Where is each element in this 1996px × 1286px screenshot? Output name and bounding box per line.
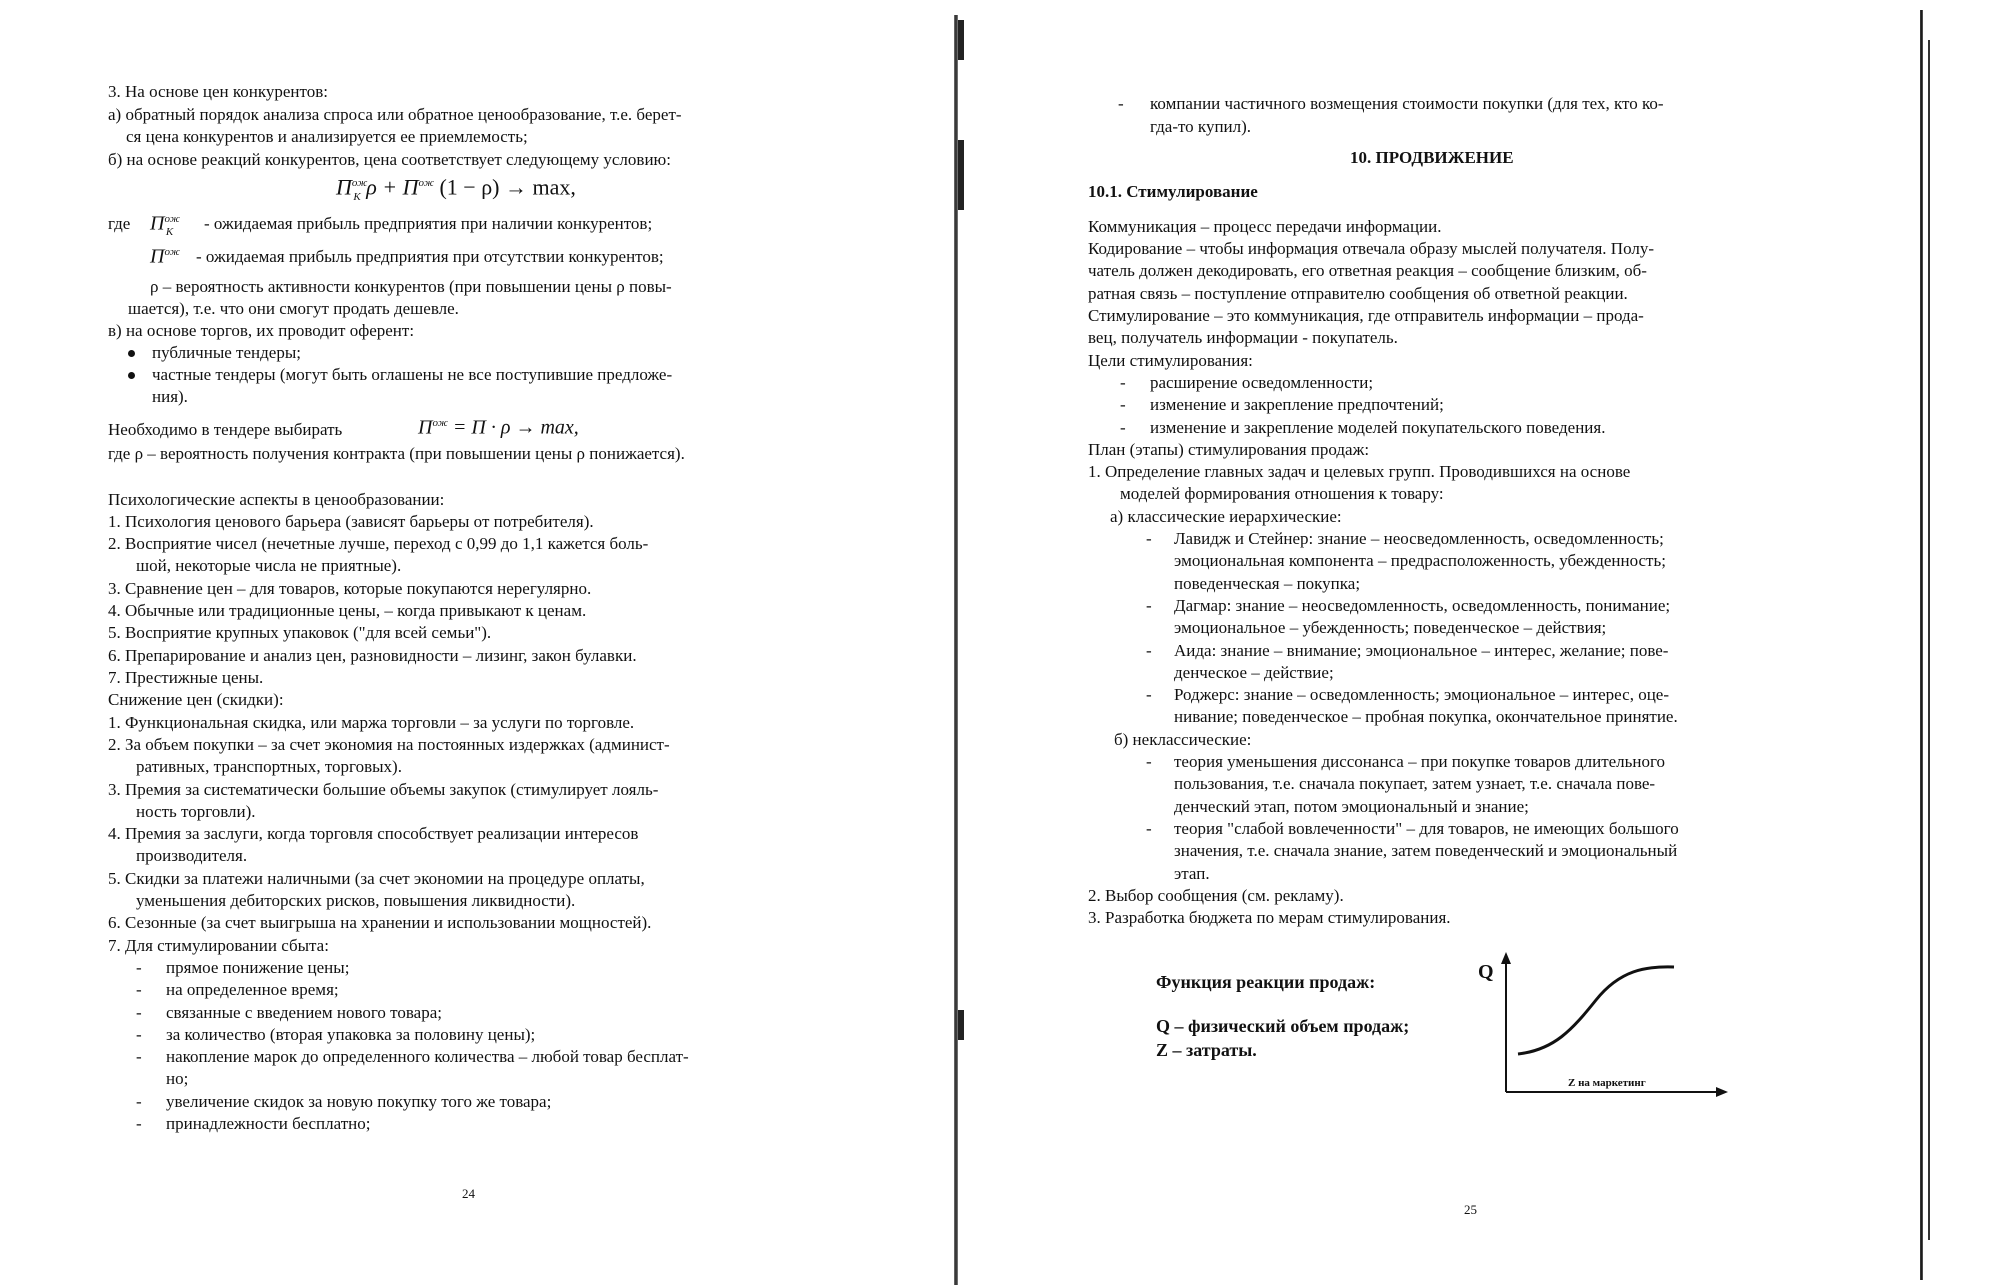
text-line: где ρ – вероятность получения контракта (при повышении цены ρ понижается).: [108, 444, 685, 463]
text-line: в) на основе торгов, их проводит оферент:: [108, 321, 415, 340]
chart-legend-z: Z – затраты.: [1156, 1040, 1257, 1060]
section-heading: 10. ПРОДВИЖЕНИЕ: [1350, 148, 1514, 167]
dash: -: [1146, 641, 1152, 660]
text-line: 3. На основе цен конкурентов:: [108, 82, 328, 101]
text-line: Психологические аспекты в ценообразовании:: [108, 490, 445, 509]
dash: -: [1120, 395, 1126, 414]
text-line: План (этапы) стимулирования продаж:: [1088, 440, 1370, 459]
text-line: Аида: знание – внимание; эмоциональное – интерес, желание; пове-: [1174, 641, 1669, 660]
text-line: денческий этап, потом эмоциональный и знание;: [1174, 797, 1529, 816]
dash: -: [136, 1003, 142, 1022]
text-line: 3. Разработка бюджета по мерам стимулирования.: [1088, 908, 1451, 927]
text-line: на определенное время;: [166, 980, 339, 999]
bullet-dot: [128, 350, 135, 357]
formula-tender: $\Pi^{ож} = \Pi \cdot \rho \to \max$,: [418, 416, 579, 439]
text-line: этап.: [1174, 864, 1210, 883]
text-line: накопление марок до определенного количества – любой товар бесплат-: [166, 1047, 689, 1066]
text-line: увеличение скидок за новую покупку того же товара;: [166, 1092, 552, 1111]
chart-caption: Функция реакции продаж:: [1156, 972, 1376, 992]
text-line: 3. Премия за систематически большие объемы закупок (стимулирует лояль-: [108, 780, 659, 799]
text-line: ратная связь – поступление отправителю сообщения об ответной реакции.: [1088, 284, 1628, 303]
text-line: 6. Препарирование и анализ цен, разновидности – лизинг, закон булавки.: [108, 646, 637, 665]
text-line: частные тендеры (могут быть оглашены не все поступившие предложе-: [152, 365, 673, 384]
dash: -: [136, 1047, 142, 1066]
text-line: изменение и закрепление предпочтений;: [1150, 395, 1444, 414]
text-line: - ожидаемая прибыль предприятия при отсутствии конкурентов;: [196, 247, 664, 266]
text-line: а) классические иерархические:: [1110, 507, 1342, 526]
dash: -: [1146, 819, 1152, 838]
text-line: значения, т.е. сначала знание, затем поведенческий и эмоциональный: [1174, 841, 1678, 860]
right-page: [960, 0, 1996, 1286]
text-where: где: [108, 214, 131, 233]
text-line: эмоциональная компонента – предрасположенность, убежденность;: [1174, 551, 1666, 570]
text-line: 2. За объем покупки – за счет экономия на постоянных издержках (админист-: [108, 735, 670, 754]
text-line: за количество (вторая упаковка за половину цены);: [166, 1025, 536, 1044]
x-axis-label: Z на маркетинг: [1568, 1077, 1646, 1089]
text-line: ративных, транспортных, торговых).: [136, 757, 402, 776]
text-line: Снижение цен (скидки):: [108, 690, 284, 709]
text-line: 4. Премия за заслуги, когда торговля способствует реализации интересов: [108, 824, 639, 843]
dash: -: [136, 980, 142, 999]
text-line: изменение и закрепление моделей покупательского поведения.: [1150, 418, 1606, 437]
text-line: ρ – вероятность активности конкурентов (при повышении цены ρ повы-: [150, 277, 672, 296]
text-line: поведенческая – покупка;: [1174, 574, 1361, 593]
text-line: производителя.: [136, 846, 248, 865]
text-line: ность торговли).: [136, 802, 256, 821]
text-line: 2. Выбор сообщения (см. рекламу).: [1088, 886, 1344, 905]
text-line: Дагмар: знание – неосведомленность, осведомленность, понимание;: [1174, 596, 1671, 615]
text-line: теория "слабой вовлеченности" – для товаров, не имеющих большого: [1174, 819, 1679, 838]
left-page: [0, 0, 960, 1286]
dash: -: [136, 958, 142, 977]
text-line: 5. Скидки за платежи наличными (за счет экономии на процедуре оплаты,: [108, 869, 645, 888]
page-edge: [1920, 10, 1923, 1280]
y-axis-label: Q: [1478, 961, 1494, 983]
bullet-dot: [128, 372, 135, 379]
text-line: Кодирование – чтобы информация отвечала образу мыслей получателя. Полу-: [1088, 239, 1654, 258]
text-line: вец, получатель информации - покупатель.: [1088, 328, 1398, 347]
text-line: 2. Восприятие чисел (нечетные лучше, переход с 0,99 до 1,1 кажется боль-: [108, 534, 649, 553]
text-line: 1. Определение главных задач и целевых групп. Проводившихся на основе: [1088, 462, 1631, 481]
text-line: Цели стимулирования:: [1088, 351, 1253, 370]
chart-legend-q: Q – физический объем продаж;: [1156, 1016, 1410, 1036]
text-line: связанные с введением нового товара;: [166, 1003, 442, 1022]
x-axis-arrow: [1716, 1087, 1728, 1097]
page-number: 24: [462, 1186, 475, 1201]
text-line: моделей формирования отношения к товару:: [1120, 484, 1444, 503]
text-line: публичные тендеры;: [152, 343, 301, 362]
text-line: 7. Престижные цены.: [108, 668, 264, 687]
text-line: б) на основе реакций конкурентов, цена соответствует следующему условию:: [108, 150, 671, 169]
page-edge: [1928, 40, 1930, 1240]
dash: -: [1120, 418, 1126, 437]
dash: -: [1120, 373, 1126, 392]
text-line: нивание; поведенческое – пробная покупка, окончательное принятие.: [1174, 707, 1678, 726]
text-line: 3. Сравнение цен – для товаров, которые покупаются нерегулярно.: [108, 579, 592, 598]
dash: -: [1146, 685, 1152, 704]
text-line: компании частичного возмещения стоимости покупки (для тех, кто ко-: [1150, 94, 1664, 113]
text-line: б) неклассические:: [1114, 730, 1252, 749]
text-line: чатель должен декодировать, его ответная реакция – сообщение близким, об-: [1088, 261, 1647, 280]
text-line: Лавидж и Стейнер: знание – неосведомленность, осведомленность;: [1174, 529, 1664, 548]
text-line: Коммуникация – процесс передачи информации.: [1088, 217, 1442, 236]
dash: -: [136, 1114, 142, 1133]
text-line: принадлежности бесплатно;: [166, 1114, 371, 1133]
text-line: - ожидаемая прибыль предприятия при наличии конкурентов;: [204, 214, 653, 233]
page-number: 25: [1464, 1202, 1477, 1217]
text-line: 1. Психология ценового барьера (зависят барьеры от потребителя).: [108, 512, 594, 531]
text-line: 4. Обычные или традиционные цены, – когда привыкают к ценам.: [108, 601, 587, 620]
s-curve: [1518, 967, 1674, 1054]
symbol-pk: $\Pi^{ож}_K$: [150, 212, 180, 238]
text-line: ния).: [152, 387, 188, 406]
text-line: 6. Сезонные (за счет выигрыша на хранении и использовании мощностей).: [108, 913, 652, 932]
dash: -: [136, 1092, 142, 1111]
text-line: а) обратный порядок анализа спроса или обратное ценообразование, т.е. берет-: [108, 105, 682, 124]
text-line: но;: [166, 1069, 189, 1088]
sales-response-graph: [1474, 950, 1734, 1100]
text-line: эмоциональное – убежденность; поведенческое – действия;: [1174, 618, 1607, 637]
y-axis-arrow: [1501, 952, 1511, 964]
dash: -: [1146, 596, 1152, 615]
dash: -: [1146, 529, 1152, 548]
symbol-p: $\Pi^{ож}$: [150, 245, 180, 268]
text-line: ся цена конкурентов и анализируется ее приемлемость;: [126, 127, 528, 146]
text-line: теория уменьшения диссонанса – при покупке товаров длительного: [1174, 752, 1666, 771]
text-line: расширение осведомленности;: [1150, 373, 1374, 392]
formula-max-profit: $\Pi^{ож}_K$ $\rho + \Pi^{ож}$ (1 − ρ) → max,: [336, 174, 576, 203]
text-line: Необходимо в тендере выбирать: [108, 420, 343, 439]
subsection-heading: 10.1. Стимулирование: [1088, 182, 1258, 201]
dash: -: [136, 1025, 142, 1044]
text-line: шается), т.е. что они смогут продать дешевле.: [128, 299, 459, 318]
text-line: шой, некоторые числа не приятные).: [136, 556, 402, 575]
text-line: денческое – действие;: [1174, 663, 1334, 682]
text-line: Роджерс: знание – осведомленность; эмоциональное – интерес, оце-: [1174, 685, 1669, 704]
dash: -: [1118, 94, 1124, 113]
text-line: гда-то купил).: [1150, 117, 1252, 136]
text-line: Стимулирование – это коммуникация, где отправитель информации – прода-: [1088, 306, 1644, 325]
dash: -: [1146, 752, 1152, 771]
text-line: 5. Восприятие крупных упаковок ("для всей семьи").: [108, 623, 492, 642]
text-line: прямое понижение цены;: [166, 958, 350, 977]
text-line: 7. Для стимулировании сбыта:: [108, 936, 329, 955]
text-line: пользования, т.е. сначала покупает, затем узнает, т.е. сначала пове-: [1174, 774, 1656, 793]
text-line: уменьшения дебиторских рисков, повышения ликвидности).: [136, 891, 576, 910]
text-line: 1. Функциональная скидка, или маржа торговли – за услуги по торговле.: [108, 713, 635, 732]
